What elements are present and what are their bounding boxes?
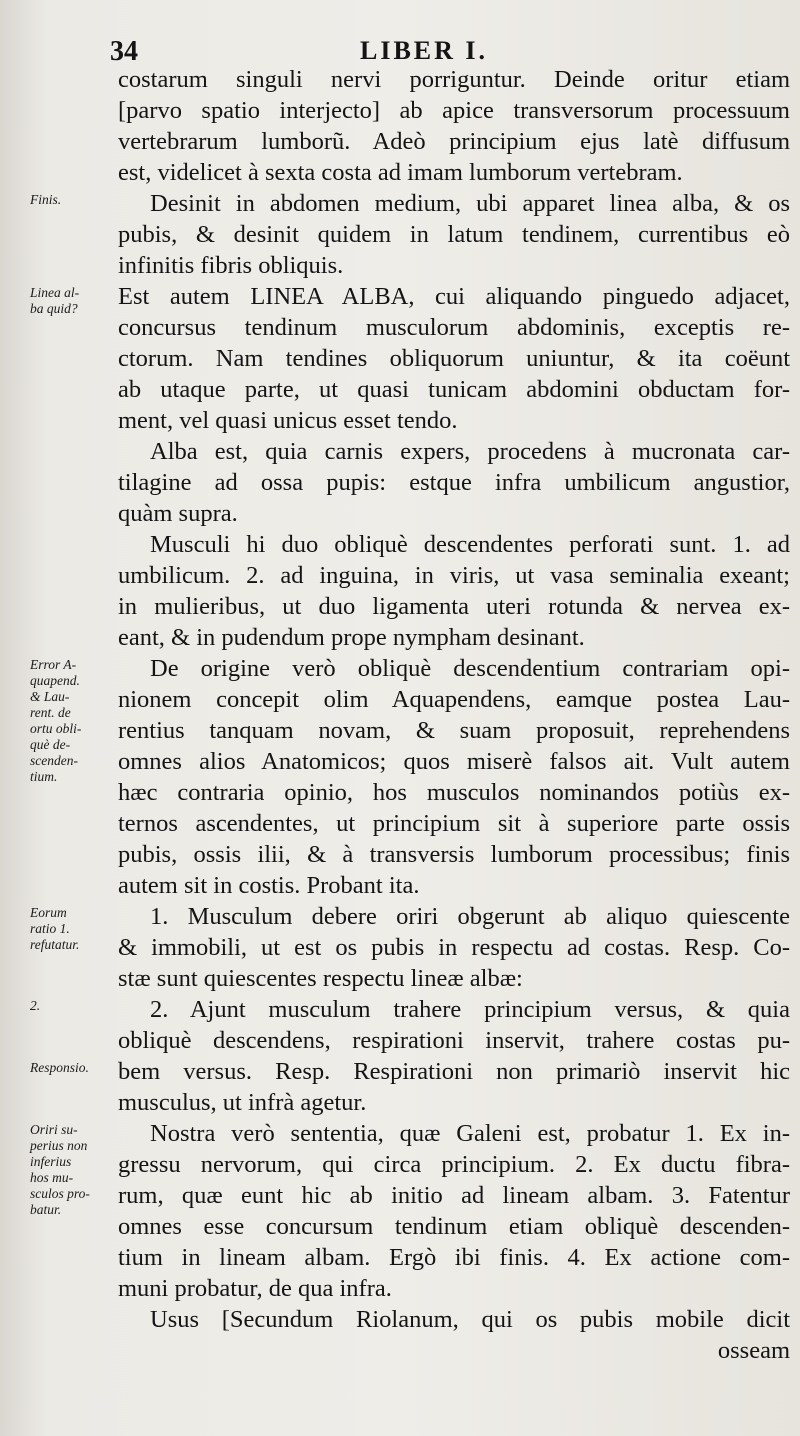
margin-note: [30, 285, 120, 317]
text-line: 2. Ajunt musculum trahere principium versus, & quia: [150, 996, 790, 1023]
margin-note-line: scenden-: [30, 753, 78, 768]
margin-note: [30, 657, 120, 785]
margin-note-line: tium.: [30, 769, 58, 784]
text-line: pubis, & desinit quidem in latum tendinem, currentibus eò: [118, 221, 790, 248]
text-line: tilagine ad ossa pupis: estque infra umbilicum angustior,: [118, 469, 790, 496]
text-line: ternos ascendentes, ut principium sit à superiore parte ossis: [118, 810, 790, 837]
text-line: infinitis fibris obliquis.: [118, 252, 344, 279]
margin-note: [30, 1122, 120, 1218]
margin-note: [30, 1060, 120, 1076]
text-line: De origine verò obliquè descendentium contrariam opi-: [150, 655, 790, 682]
text-line: stæ sunt quiescentes respectu lineæ albæ:: [118, 965, 523, 992]
margin-note-line: ortu obli-: [30, 721, 82, 736]
text-line: Est autem LINEA ALBA, cui aliquando pinguedo adjacet,: [118, 283, 790, 310]
text-line: eant, & in pudendum prope nympham desinant.: [118, 624, 585, 651]
margin-note-line: 2.: [30, 998, 41, 1013]
margin-note-line: Responsio.: [30, 1060, 89, 1075]
text-line: ab utaque parte, ut quasi tunicam abdomini obductam for-: [118, 376, 790, 403]
margin-note-line: refutatur.: [30, 937, 80, 952]
text-line: est, videlicet à sexta costa ad imam lumborum vertebram.: [118, 159, 683, 186]
margin-note-line: inferius: [30, 1154, 72, 1169]
text-line: ment, vel quasi unicus esset tendo.: [118, 407, 458, 434]
text-line: muni probatur, de qua infra.: [118, 1275, 392, 1302]
margin-note-line: Linea al-: [30, 285, 80, 300]
text-line: musculus, ut infrà agetur.: [118, 1089, 367, 1116]
text-line: gressu nervorum, qui circa principium. 2. Ex ductu fibra-: [118, 1151, 790, 1178]
text-line: costarum singuli nervi porriguntur. Deinde oritur etiam: [118, 66, 790, 93]
margin-note: [30, 905, 120, 953]
margin-note-line: perius non: [30, 1138, 88, 1153]
margin-note: [30, 192, 120, 208]
text-line: 1. Musculum debere oriri obgerunt ab aliquo quiescente: [150, 903, 790, 930]
text-line: & immobili, ut est os pubis in respectu ad costas. Resp. Co-: [118, 934, 790, 961]
margin-note-line: sculos pro-: [30, 1186, 90, 1201]
margin-note-line: Error A-: [30, 657, 77, 672]
margin-note-line: què de-: [30, 737, 71, 752]
text-line: Musculi hi duo obliquè descendentes perforati sunt. 1. ad: [150, 531, 790, 558]
text-line: autem sit in costis. Probant ita.: [118, 872, 420, 899]
text-line: bem versus. Resp. Respirationi non primariò inservit hic: [118, 1058, 790, 1085]
text-line: umbilicum. 2. ad inguina, in viris, ut vasa seminalia exeant;: [118, 562, 790, 589]
text-line: concursus tendinum musculorum abdominis, exceptis re-: [118, 314, 790, 341]
text-line: Usus [Secundum Riolanum, qui os pubis mobile dicit: [150, 1306, 790, 1333]
text-line: [parvo spatio interjecto] ab apice transversorum processuum: [118, 97, 790, 124]
text-line: rum, quæ eunt hic ab initio ad lineam albam. 3. Fatentur: [118, 1182, 790, 1209]
text-line: Nostra verò sententia, quæ Galeni est, probatur 1. Ex in-: [150, 1120, 790, 1147]
page-number: 34: [110, 36, 138, 67]
text-line: quàm supra.: [118, 500, 238, 527]
text-line: Desinit in abdomen medium, ubi apparet linea alba, & os: [150, 190, 790, 217]
margin-note-line: batur.: [30, 1202, 62, 1217]
text-line: osseam: [717, 1337, 790, 1364]
text-line: nionem concepit olim Aquapendens, eamque postea Lau-: [118, 686, 790, 713]
margin-note-line: Oriri su-: [30, 1122, 78, 1137]
text-line: Alba est, quia carnis expers, procedens à mucronata car-: [150, 438, 790, 465]
margin-note-line: ba quid?: [30, 301, 78, 316]
text-line: pubis, ossis ilii, & à transversis lumborum processibus; finis: [118, 841, 790, 868]
text-line: ctorum. Nam tendines obliquorum uniuntur, & ita coëunt: [118, 345, 790, 372]
text-line: omnes esse concursum tendinum etiam obliquè descenden-: [118, 1213, 790, 1240]
text-line: vertebrarum lumborũ. Adeò principium ejus latè diffusum: [118, 128, 790, 155]
main-text-block: [118, 64, 790, 1366]
margin-note-line: quapend.: [30, 673, 80, 688]
margin-note-line: hos mu-: [30, 1170, 74, 1185]
margin-note-line: & Lau-: [30, 689, 70, 704]
running-head: LIBER I.: [360, 36, 489, 65]
margin-note-line: rent. de: [30, 705, 71, 720]
margin-note-line: Eorum: [30, 905, 67, 920]
text-line: rentius tanquam novam, & suam proposuit, reprehendens: [118, 717, 790, 744]
text-line: obliquè descendens, respirationi inservit, trahere costas pu-: [118, 1027, 790, 1054]
margin-note-line: ratio 1.: [30, 921, 70, 936]
margin-note-line: Finis.: [30, 192, 62, 207]
text-line: tium in lineam albam. Ergò ibi finis. 4. Ex actione com-: [118, 1244, 790, 1271]
text-line: hæc contraria opinio, hos musculos nominandos potiùs ex-: [118, 779, 790, 806]
text-line: in mulieribus, ut duo ligamenta uteri rotunda & nervea ex-: [118, 593, 790, 620]
margin-note: [30, 998, 120, 1014]
text-line: omnes alios Anatomicos; quos miserè falsos ait. Vult autem: [118, 748, 790, 775]
